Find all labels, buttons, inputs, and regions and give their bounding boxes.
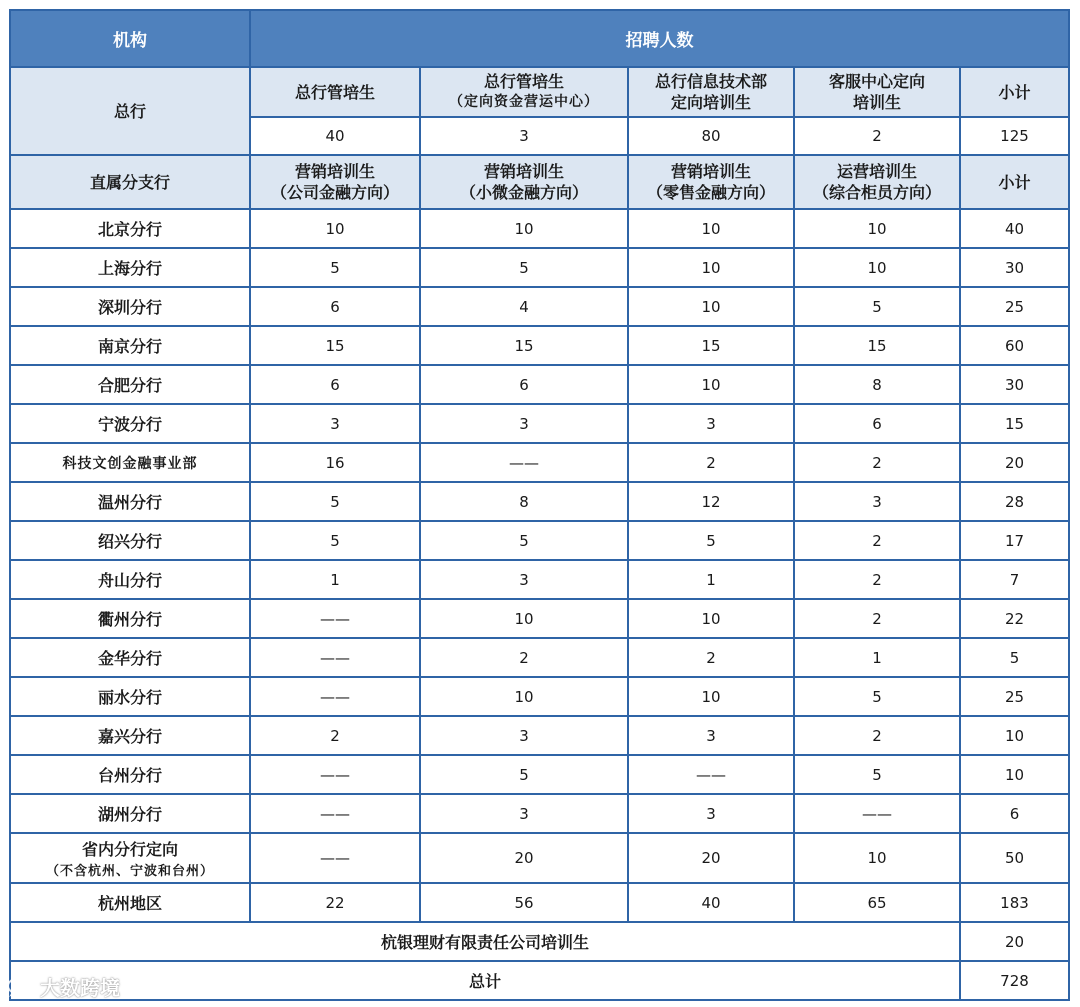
branch-value-cell: 3 xyxy=(420,560,628,599)
watermark xyxy=(6,972,120,1001)
branch-value-cell: —— xyxy=(628,755,794,794)
branch-subtotal-cell: 17 xyxy=(960,521,1069,560)
branch-value-cell: —— xyxy=(420,443,628,482)
branch-col-3-line2: （零售金融方向） xyxy=(646,183,775,202)
branch-value-cell: 3 xyxy=(420,716,628,755)
branch-subtotal-cell: 183 xyxy=(960,883,1069,922)
branch-name-cell: 宁波分行 xyxy=(10,404,250,443)
branch-value-cell: 2 xyxy=(794,716,960,755)
hq-value-1: 40 xyxy=(250,117,420,155)
branch-name-cell: 上海分行 xyxy=(10,248,250,287)
hq-value-4: 2 xyxy=(794,117,960,155)
branch-value-cell: 6 xyxy=(420,365,628,404)
table-row xyxy=(10,716,1069,755)
table-row xyxy=(10,287,1069,326)
table-row xyxy=(10,755,1069,794)
wealth-value-cell: 20 xyxy=(960,922,1069,961)
hq-col-3-line1: 总行信息技术部 xyxy=(654,72,767,91)
branch-col-2-line1: 营销培训生 xyxy=(483,162,564,181)
hq-col-4-line2: 培训生 xyxy=(852,93,901,112)
branch-subtotal-cell: 6 xyxy=(960,794,1069,833)
watermark-text: 大数跨境 xyxy=(40,976,120,1000)
chat-bubble-logo-icon xyxy=(6,976,36,998)
branch-col-4-line2: （综合柜员方向） xyxy=(812,183,941,202)
branch-value-cell: 2 xyxy=(794,560,960,599)
branch-value-cell: 3 xyxy=(250,404,420,443)
hq-col-2-line2: （定向资金营运中心） xyxy=(449,94,599,110)
header-org-cell: 机构 xyxy=(10,10,250,67)
branch-value-cell: 3 xyxy=(420,404,628,443)
hq-value-3: 80 xyxy=(628,117,794,155)
branch-value-cell: 3 xyxy=(420,794,628,833)
branch-value-cell: 10 xyxy=(794,248,960,287)
hq-col-4 xyxy=(794,67,960,117)
branch-value-cell: 5 xyxy=(794,287,960,326)
branch-subtotal-cell: 28 xyxy=(960,482,1069,521)
hq-col-3 xyxy=(628,67,794,117)
branch-name-cell: 北京分行 xyxy=(10,209,250,248)
table-row xyxy=(10,883,1069,922)
table-row xyxy=(10,521,1069,560)
branch-name-cell: 金华分行 xyxy=(10,638,250,677)
branch-name-cell xyxy=(10,833,250,883)
branch-value-cell: 10 xyxy=(420,209,628,248)
branch-subtotal-cell: 30 xyxy=(960,248,1069,287)
branch-value-cell: 2 xyxy=(628,443,794,482)
branch-value-cell: 15 xyxy=(420,326,628,365)
branch-name-cell: 杭州地区 xyxy=(10,883,250,922)
branch-name-cell: 湖州分行 xyxy=(10,794,250,833)
branch-name-cell: 温州分行 xyxy=(10,482,250,521)
branch-value-cell: 5 xyxy=(420,521,628,560)
table-row xyxy=(10,560,1069,599)
branch-value-cell: 5 xyxy=(250,521,420,560)
branch-value-cell: 5 xyxy=(250,248,420,287)
branch-subtotal-cell: 10 xyxy=(960,755,1069,794)
branch-value-cell: —— xyxy=(250,755,420,794)
branch-name-cell: 舟山分行 xyxy=(10,560,250,599)
total-row xyxy=(10,961,1069,1000)
branch-value-cell: 3 xyxy=(628,404,794,443)
branch-value-cell: 2 xyxy=(420,638,628,677)
branch-name-line1: 省内分行定向 xyxy=(81,840,178,859)
hq-col-2-line1: 总行管培生 xyxy=(483,72,564,91)
table-row xyxy=(10,326,1069,365)
branch-value-cell: 2 xyxy=(794,521,960,560)
branch-subtotal-cell: 22 xyxy=(960,599,1069,638)
branch-name-cell: 丽水分行 xyxy=(10,677,250,716)
branch-col-4-line1: 运营培训生 xyxy=(836,162,917,181)
branch-value-cell: 20 xyxy=(420,833,628,883)
branch-subtotal-cell: 10 xyxy=(960,716,1069,755)
branch-subtotal-cell: 30 xyxy=(960,365,1069,404)
header-row xyxy=(10,10,1069,67)
branch-subtotal-cell: 25 xyxy=(960,287,1069,326)
branch-value-cell: 5 xyxy=(420,248,628,287)
branch-value-cell: 10 xyxy=(250,209,420,248)
branch-value-cell: 1 xyxy=(794,638,960,677)
branch-value-cell: 2 xyxy=(628,638,794,677)
table-row xyxy=(10,677,1069,716)
branch-value-cell: 5 xyxy=(794,755,960,794)
branch-subtotal-cell: 15 xyxy=(960,404,1069,443)
table-row xyxy=(10,443,1069,482)
branch-value-cell: 65 xyxy=(794,883,960,922)
branch-subtotal-cell: 20 xyxy=(960,443,1069,482)
table-row xyxy=(10,365,1069,404)
table-row xyxy=(10,638,1069,677)
hq-column-row xyxy=(10,67,1069,117)
hq-value-2: 3 xyxy=(420,117,628,155)
hq-col-3-line2: 定向培训生 xyxy=(670,93,751,112)
total-label-cell: 总计 xyxy=(10,961,960,1000)
branch-value-cell: 4 xyxy=(420,287,628,326)
branch-value-cell: 3 xyxy=(628,794,794,833)
hq-col-2 xyxy=(420,67,628,117)
branch-value-cell: 8 xyxy=(794,365,960,404)
branch-value-cell: 3 xyxy=(628,716,794,755)
branch-value-cell: —— xyxy=(250,638,420,677)
branch-value-cell: 5 xyxy=(250,482,420,521)
branch-value-cell: 10 xyxy=(794,833,960,883)
hq-subtotal-value: 125 xyxy=(960,117,1069,155)
branch-value-cell: 10 xyxy=(628,209,794,248)
branch-value-cell: 10 xyxy=(794,209,960,248)
branch-value-cell: 15 xyxy=(794,326,960,365)
branch-label-cell: 直属分支行 xyxy=(10,155,250,209)
branch-value-cell: —— xyxy=(794,794,960,833)
branch-name-cell: 衢州分行 xyxy=(10,599,250,638)
branch-subtotal-cell: 7 xyxy=(960,560,1069,599)
branch-value-cell: 15 xyxy=(250,326,420,365)
branch-value-cell: 22 xyxy=(250,883,420,922)
branch-value-cell: 2 xyxy=(794,599,960,638)
branch-col-3-line1: 营销培训生 xyxy=(670,162,751,181)
branch-subtotal-cell: 60 xyxy=(960,326,1069,365)
branch-value-cell: 10 xyxy=(420,599,628,638)
table-row xyxy=(10,248,1069,287)
hq-label-cell: 总行 xyxy=(10,67,250,155)
hq-col-1 xyxy=(250,67,420,117)
table-row xyxy=(10,209,1069,248)
branch-subtotal-cell: 5 xyxy=(960,638,1069,677)
branch-value-cell: 12 xyxy=(628,482,794,521)
branch-col-4 xyxy=(794,155,960,209)
branch-value-cell: 1 xyxy=(250,560,420,599)
branch-subtotal-cell: 50 xyxy=(960,833,1069,883)
branch-value-cell: 10 xyxy=(628,248,794,287)
branch-name-cell: 深圳分行 xyxy=(10,287,250,326)
branch-value-cell: 6 xyxy=(794,404,960,443)
branch-col-1-line1: 营销培训生 xyxy=(294,162,375,181)
hq-subtotal-header: 小计 xyxy=(960,67,1069,117)
table-row xyxy=(10,794,1069,833)
branch-value-cell: —— xyxy=(250,677,420,716)
branch-value-cell: 40 xyxy=(628,883,794,922)
branch-subtotal-cell: 25 xyxy=(960,677,1069,716)
branch-value-cell: 10 xyxy=(628,677,794,716)
branch-column-row xyxy=(10,155,1069,209)
branch-value-cell: 5 xyxy=(420,755,628,794)
branch-name-cell: 南京分行 xyxy=(10,326,250,365)
branch-value-cell: 10 xyxy=(628,287,794,326)
header-count-cell: 招聘人数 xyxy=(250,10,1069,67)
branch-value-cell: 2 xyxy=(250,716,420,755)
branch-name-cell: 嘉兴分行 xyxy=(10,716,250,755)
branch-col-1-line2: （公司金融方向） xyxy=(270,183,399,202)
branch-col-3 xyxy=(628,155,794,209)
branch-value-cell: 16 xyxy=(250,443,420,482)
branch-value-cell: 10 xyxy=(628,365,794,404)
wealth-label-cell: 杭银理财有限责任公司培训生 xyxy=(10,922,960,961)
branch-subtotal-header: 小计 xyxy=(960,155,1069,209)
branch-name-line2: （不含杭州、宁波和台州） xyxy=(45,864,214,879)
branch-col-2 xyxy=(420,155,628,209)
branch-value-cell: 56 xyxy=(420,883,628,922)
branch-value-cell: 10 xyxy=(628,599,794,638)
wealth-row xyxy=(10,922,1069,961)
hq-col-4-line1: 客服中心定向 xyxy=(828,72,925,91)
branch-value-cell: 6 xyxy=(250,287,420,326)
recruitment-table xyxy=(9,9,1070,1001)
branch-value-cell: 3 xyxy=(794,482,960,521)
branch-col-2-line2: （小微金融方向） xyxy=(459,183,588,202)
branch-subtotal-cell: 40 xyxy=(960,209,1069,248)
branch-name-cell: 绍兴分行 xyxy=(10,521,250,560)
branch-name-cell: 合肥分行 xyxy=(10,365,250,404)
total-value-cell: 728 xyxy=(960,961,1069,1000)
branch-value-cell: 8 xyxy=(420,482,628,521)
branch-value-cell: 10 xyxy=(420,677,628,716)
branch-value-cell: —— xyxy=(250,833,420,883)
branch-value-cell: 5 xyxy=(628,521,794,560)
branch-value-cell: 20 xyxy=(628,833,794,883)
branch-value-cell: 1 xyxy=(628,560,794,599)
table-row xyxy=(10,833,1069,883)
table-body xyxy=(10,10,1069,1000)
branch-value-cell: 6 xyxy=(250,365,420,404)
branch-col-1 xyxy=(250,155,420,209)
branch-value-cell: —— xyxy=(250,794,420,833)
branch-name-cell: 台州分行 xyxy=(10,755,250,794)
hq-col-1-line1: 总行管培生 xyxy=(294,82,375,102)
branch-name-cell: 科技文创金融事业部 xyxy=(10,443,250,482)
branch-value-cell: 2 xyxy=(794,443,960,482)
branch-value-cell: 5 xyxy=(794,677,960,716)
branch-value-cell: —— xyxy=(250,599,420,638)
table-row xyxy=(10,482,1069,521)
branch-value-cell: 15 xyxy=(628,326,794,365)
table-row xyxy=(10,404,1069,443)
table-row xyxy=(10,599,1069,638)
